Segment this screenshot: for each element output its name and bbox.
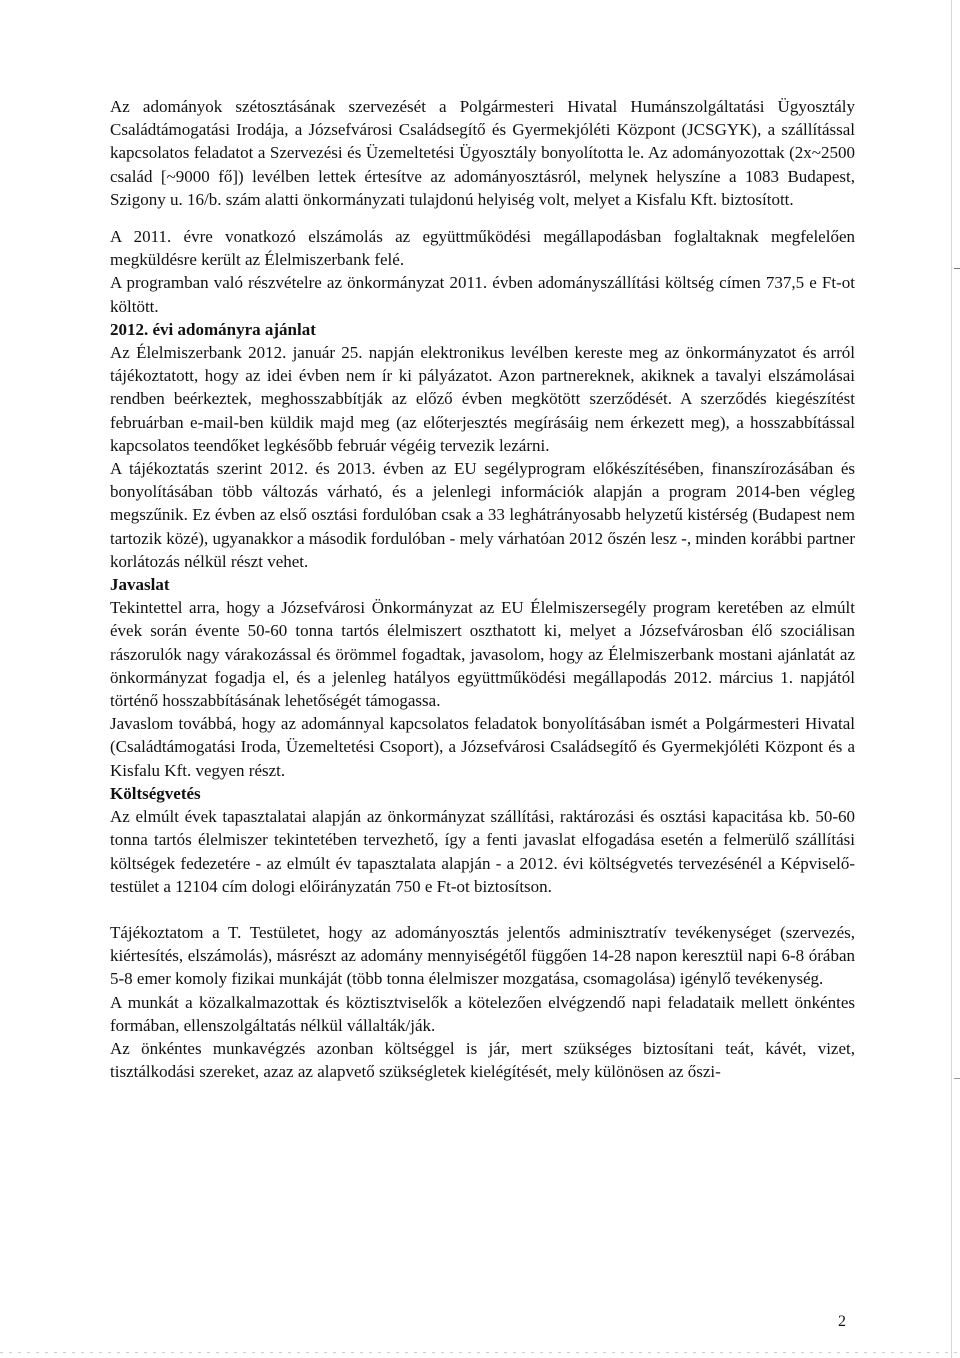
paragraph-proposal-participants: Javaslom továbbá, hogy az adománnyal kapcsolatos feladatok bonyolításában ismét a Polgármesteri Hivatal (Családtámogatási Iroda, Üzemeltetési Csoport), a Józsefvárosi Családsegítő és Gyermekjóléti Központ és a Kisfalu Kft. vegyen részt. bbox=[110, 714, 855, 780]
heading-budget: Költségvetés bbox=[110, 783, 201, 803]
scan-edge-mark bbox=[954, 268, 960, 269]
paragraph-eu-program-changes: A tájékoztatás szerint 2012. és 2013. évben az EU segélyprogram előkészítésében, finanszírozásában és bonyolításában több változás várható, és a jelenlegi információk alapján a program 2014-ben végleg megszűnik. Ez évben az első osztási fordulóban csak a 33 leghátrányosabb helyzetű kistérség (Budapest nem tartozik közé), ugyanakkor a második fordulóban - mely várhatóan 2012 őszén lesz -, minden korábbi partner korlátozás nélkül részt vehet. bbox=[110, 459, 855, 571]
scan-bottom-noise bbox=[0, 1352, 960, 1353]
document-body bbox=[110, 95, 855, 1083]
paragraph-volunteer-costs: Az önkéntes munkavégzés azonban költséggel is jár, mert szükséges biztosítani teát, kávét, vizet, tisztálkodási szereket, azaz az alapvető szükségletek kielégítését, mely különösen az őszi- bbox=[110, 1038, 855, 1082]
paragraph-admin-workload: Tájékoztatom a T. Testületet, hogy az adományosztás jelentős adminisztratív tevékenységet (szervezés, kiértesítés, elszámolás), másrészt az adomány mennyiségétől függően 14-28 napon keresztül napi 6-8 órában 5-8 emer komoly fizikai munkáját (több tonna élelmiszer mozgatása, csomagolása) igénylő tevékenység. bbox=[110, 922, 855, 989]
paragraph-2011-settlement: A 2011. évre vonatkozó elszámolás az együttműködési megállapodásban foglaltaknak megfelelően megküldésre került az Élelmiszerbank felé. bbox=[110, 227, 855, 270]
paragraph-budget: Az elmúlt évek tapasztalatai alapján az önkormányzat szállítási, raktározási és osztási kapacitása kb. 50-60 tonna tartós élelmiszer tekintetében tervezhető, így a fenti javaslat elfogadása esetén a felmerülő szállítási költségek fedezetére - az elmúlt év tapasztalata alapján - a 2012. évi költségvetés tervezésénél a Képviselő-testület a 12104 cím dologi előirányzatán 750 e Ft-ot biztosítson. bbox=[110, 807, 855, 896]
heading-proposal: Javaslat bbox=[110, 575, 170, 595]
scan-edge-line bbox=[951, 0, 952, 1358]
paragraph-proposal: Tekintettel arra, hogy a Józsefvárosi Önkormányzat az EU Élelmiszersegély program keretében az elmúlt évek során évente 50-60 tonna tartós élelmiszert oszthatott ki, melyet a Józsefvárosban élő szociálisan rászorulók nagy várakozással és örömmel fogadtak, javasolom, hogy az Élelmiszerbank mostani ajánlatát az önkormányzat fogadja el, és a jelenleg hatályos együttműködési megállapodás 2012. március 1. napjától történő hosszabbításának lehetőségét támogassa. bbox=[110, 598, 855, 711]
paragraph-volunteer-work: A munkát a közalkalmazottak és köztisztviselők a kötelezően elvégzendő napi feladataik mellett önkéntes formában, ellenszolgáltatás nélkül vállalták/ják. bbox=[110, 992, 855, 1035]
heading-2012-offer: 2012. évi adományra ajánlat bbox=[110, 319, 316, 339]
page-number: 2 bbox=[838, 1313, 846, 1330]
scan-edge-mark bbox=[954, 1078, 960, 1079]
paragraph-2011-cost: A programban való részvételre az önkormányzat 2011. évben adományszállítási költség címen 737,5 e Ft-ot költött. bbox=[110, 273, 855, 316]
paragraph-distribution-organization: Az adományok szétosztásának szervezését a Polgármesteri Hivatal Humánszolgáltatási Ügyosztály Családtámogatási Irodája, a Józsefvárosi Családsegítő és Gyermekjóléti Központ (JCSGYK), a szállítással kapcsolatos feladatot a Szervezési és Üzemeltetési Ügyosztály bonyolította le. Az adományozottak (2x~2500 család [~9000 fő]) levélben lettek értesítve az adományosztásról, melynek helyszíne a 1083 Budapest, Szigony u. 16/b. szám alatti önkormányzati tulajdonú helyiség volt, melyet a Kisfalu Kft. biztosított. bbox=[110, 97, 855, 209]
paragraph-foodbank-contact: Az Élelmiszerbank 2012. január 25. napján elektronikus levélben kereste meg az önkormányzatot és arról tájékoztatott, hogy az idei évben nem ír ki pályázatot. Azon partnereknek, akiknek a tavalyi elszámolásai rendben beérkeztek, meghosszabbítják az előző évben megkötött szerződését. A szerződés kiegészítést februárban e-mail-ben küldik majd meg (az előterjesztés megírásáig nem érkezett meg), a hosszabbítással kapcsolatos teendőket legkésőbb február végéig tervezik lezárni. bbox=[110, 343, 855, 455]
